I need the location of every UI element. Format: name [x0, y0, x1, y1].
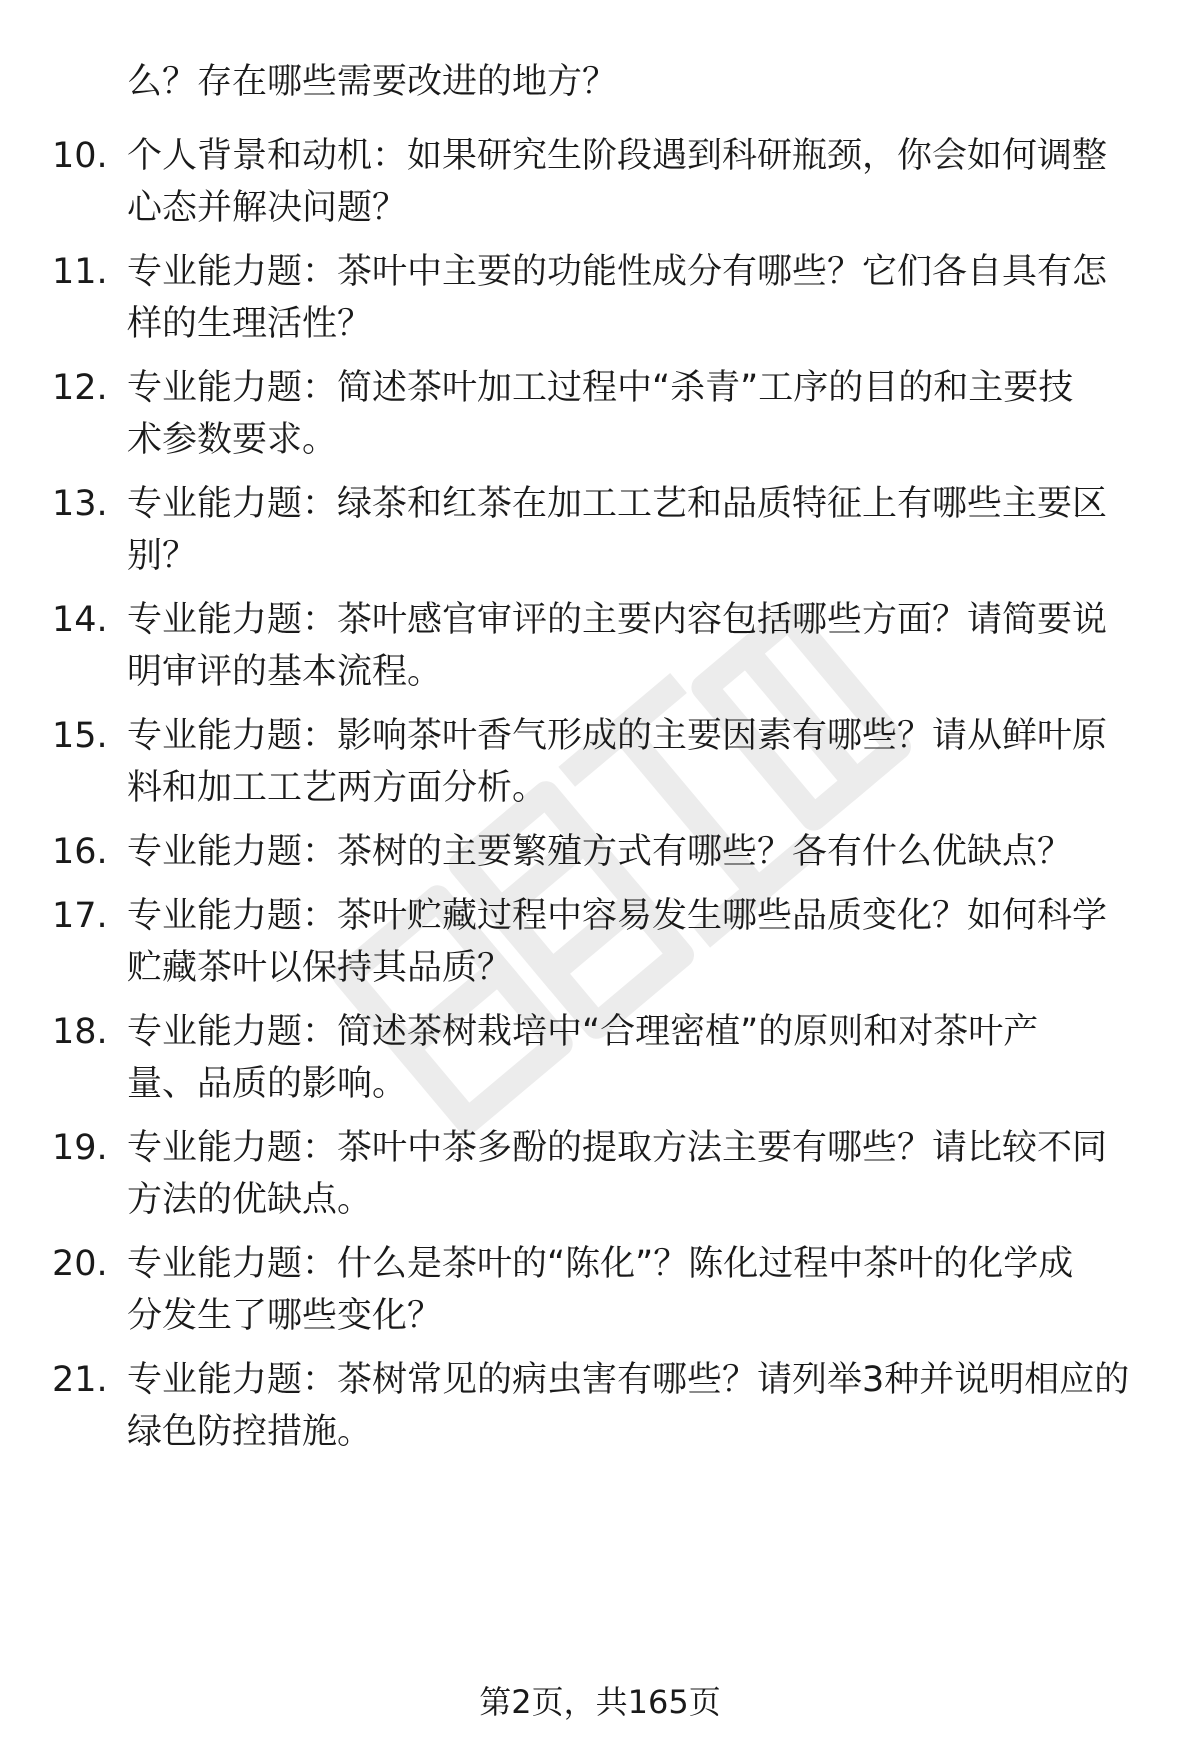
- item-number: 18.: [52, 1012, 108, 1052]
- item-text-line: 专业能力题：茶树常见的病虫害有哪些？请列举3种并说明相应的: [127, 1360, 1130, 1400]
- item-number: 21.: [52, 1360, 108, 1400]
- item-text-line: 专业能力题：影响茶叶香气形成的主要因素有哪些？请从鲜叶原: [127, 716, 1108, 756]
- item-text-line: 个人背景和动机：如果研究生阶段遇到科研瓶颈，你会如何调整: [127, 136, 1108, 176]
- item-text-line: 贮藏茶叶以保持其品质？: [127, 948, 513, 988]
- item-number: 20.: [52, 1244, 108, 1284]
- item-number: 14.: [52, 600, 108, 640]
- item-text-line: 专业能力题：茶树的主要繁殖方式有哪些？各有什么优缺点？: [127, 832, 1073, 872]
- item-text-line: 专业能力题：茶叶中主要的功能性成分有哪些？它们各自具有怎: [127, 252, 1108, 292]
- item-text-line: 分发生了哪些变化？: [127, 1296, 443, 1336]
- item-text-line: 明审评的基本流程。: [127, 652, 443, 692]
- item-text-line: 专业能力题：绿茶和红茶在加工工艺和品质特征上有哪些主要区: [127, 484, 1108, 524]
- item-text-line: 术参数要求。: [127, 420, 338, 460]
- item-number: 13.: [52, 484, 108, 524]
- item-text-line: 别？: [127, 536, 198, 576]
- item-number: 15.: [52, 716, 108, 756]
- item-number: 17.: [52, 896, 108, 936]
- item-text-line: 专业能力题：什么是茶叶的“陈化”？陈化过程中茶叶的化学成: [127, 1244, 1074, 1284]
- item-text-line: 绿色防控措施。: [127, 1412, 373, 1452]
- item-text-line: 专业能力题：茶叶感官审评的主要内容包括哪些方面？请简要说: [127, 600, 1108, 640]
- item-text-line: 专业能力题：茶叶中茶多酚的提取方法主要有哪些？请比较不同: [127, 1128, 1108, 1168]
- item-number: 12.: [52, 368, 108, 408]
- item-text-line: 方法的优缺点。: [127, 1180, 373, 1220]
- item-text-line: 专业能力题：茶叶贮藏过程中容易发生哪些品质变化？如何科学: [127, 896, 1108, 936]
- item-number: 19.: [52, 1128, 108, 1168]
- item-number: 11.: [52, 252, 108, 292]
- item-number: 10.: [52, 136, 108, 176]
- item-number: 16.: [52, 832, 108, 872]
- item-text-line: 专业能力题：简述茶叶加工过程中“杀青”工序的目的和主要技: [127, 368, 1074, 408]
- item-text-line: 量、品质的影响。: [127, 1064, 408, 1104]
- item-text-line: 心态并解决问题？: [127, 188, 408, 228]
- item-text-line: 料和加工工艺两方面分析。: [127, 768, 548, 808]
- item-text-line: 样的生理活性？: [127, 304, 373, 344]
- item-text-line: 专业能力题：简述茶树栽培中“合理密植”的原则和对茶叶产: [127, 1012, 1039, 1052]
- continuation-text: 么？存在哪些需要改进的地方？: [127, 62, 618, 102]
- page-footer: 第2页，共165页: [479, 1683, 721, 1721]
